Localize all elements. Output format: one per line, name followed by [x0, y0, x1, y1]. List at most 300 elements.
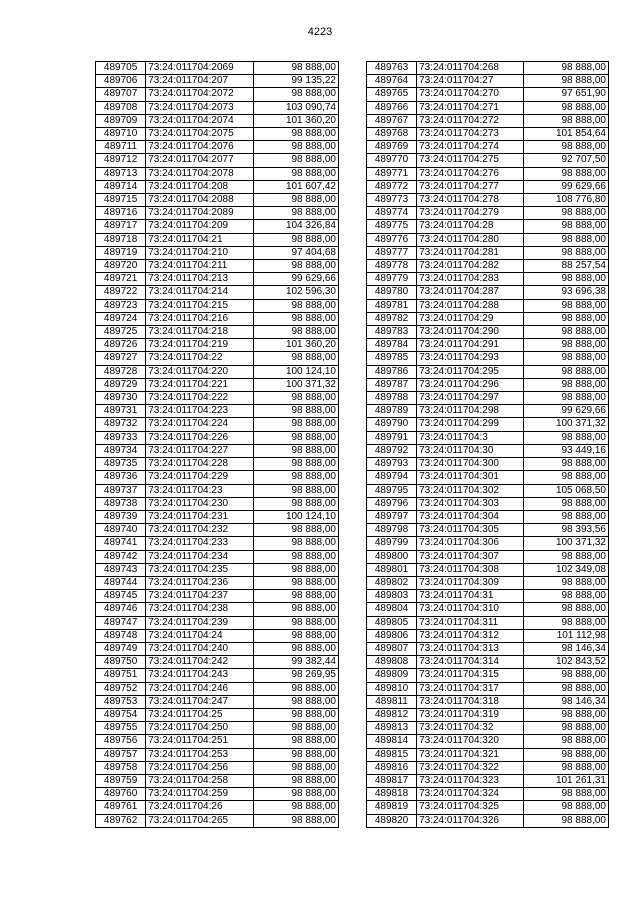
row-number-cell: 489727: [96, 352, 146, 365]
cadastral-number-cell: 73:24:011704:234: [146, 550, 254, 563]
value-cell: 99 135,22: [254, 75, 339, 88]
table-row: [96, 220, 339, 233]
row-number-cell: 489720: [96, 260, 146, 273]
value-cell: 98 888,00: [254, 735, 339, 748]
value-cell: 98 888,00: [254, 642, 339, 655]
table-row: [367, 576, 609, 589]
table-row: [367, 180, 609, 193]
table-row: [96, 194, 339, 207]
value-cell: 98 888,00: [254, 722, 339, 735]
table-row: [367, 260, 609, 273]
cadastral-number-cell: 73:24:011704:223: [146, 405, 254, 418]
table-row: [367, 167, 609, 180]
value-cell: 98 146,34: [524, 695, 609, 708]
value-cell: 108 776,80: [524, 194, 609, 207]
value-cell: 98 888,00: [254, 537, 339, 550]
row-number-cell: 489777: [367, 246, 417, 259]
row-number-cell: 489718: [96, 233, 146, 246]
row-number-cell: 489752: [96, 682, 146, 695]
table-row: [367, 497, 609, 510]
table-row: [96, 603, 339, 616]
cadastral-number-cell: 73:24:011704:318: [417, 695, 524, 708]
cadastral-number-cell: 73:24:011704:3: [417, 431, 524, 444]
table-row: [367, 273, 609, 286]
row-number-cell: 489749: [96, 642, 146, 655]
table-row: [96, 814, 339, 827]
row-number-cell: 489705: [96, 62, 146, 75]
table-row: [96, 326, 339, 339]
table-row: [367, 286, 609, 299]
value-cell: 98 888,00: [254, 471, 339, 484]
row-number-cell: 489709: [96, 114, 146, 127]
table-row: [96, 352, 339, 365]
table-row: [367, 537, 609, 550]
row-number-cell: 489745: [96, 590, 146, 603]
cadastral-number-cell: 73:24:011704:312: [417, 629, 524, 642]
row-number-cell: 489790: [367, 418, 417, 431]
value-cell: 98 888,00: [254, 682, 339, 695]
table-row: [96, 141, 339, 154]
value-cell: 98 888,00: [254, 141, 339, 154]
cadastral-number-cell: 73:24:011704:243: [146, 669, 254, 682]
row-number-cell: 489771: [367, 167, 417, 180]
cadastral-number-cell: 73:24:011704:30: [417, 444, 524, 457]
table-row: [96, 62, 339, 75]
value-cell: 98 888,00: [254, 524, 339, 537]
cadastral-number-cell: 73:24:011704:237: [146, 590, 254, 603]
value-cell: 97 404,68: [254, 246, 339, 259]
cadastral-number-cell: 73:24:011704:2089: [146, 207, 254, 220]
row-number-cell: 489732: [96, 418, 146, 431]
row-number-cell: 489721: [96, 273, 146, 286]
row-number-cell: 489760: [96, 788, 146, 801]
value-cell: 98 888,00: [524, 814, 609, 827]
table-row: [367, 194, 609, 207]
value-cell: 98 888,00: [524, 220, 609, 233]
table-row: [367, 312, 609, 325]
value-cell: 98 888,00: [524, 75, 609, 88]
table-body: [96, 62, 339, 828]
row-number-cell: 489779: [367, 273, 417, 286]
cadastral-number-cell: 73:24:011704:2076: [146, 141, 254, 154]
value-cell: 98 888,00: [524, 748, 609, 761]
cadastral-number-cell: 73:24:011704:306: [417, 537, 524, 550]
row-number-cell: 489778: [367, 260, 417, 273]
row-number-cell: 489776: [367, 233, 417, 246]
table-row: [367, 603, 609, 616]
row-number-cell: 489793: [367, 458, 417, 471]
cadastral-number-cell: 73:24:011704:273: [417, 128, 524, 141]
table-row: [96, 550, 339, 563]
table-row: [367, 405, 609, 418]
table-row: [96, 682, 339, 695]
table-row: [96, 312, 339, 325]
table-row: [367, 563, 609, 576]
value-cell: 98 888,00: [254, 444, 339, 457]
value-cell: 98 888,00: [524, 365, 609, 378]
cadastral-number-cell: 73:24:011704:229: [146, 471, 254, 484]
row-number-cell: 489795: [367, 484, 417, 497]
table-row: [96, 761, 339, 774]
cadastral-number-cell: 73:24:011704:27: [417, 75, 524, 88]
cadastral-number-cell: 73:24:011704:326: [417, 814, 524, 827]
value-cell: 101 607,42: [254, 180, 339, 193]
value-cell: 98 888,00: [524, 669, 609, 682]
row-number-cell: 489820: [367, 814, 417, 827]
table-row: [96, 128, 339, 141]
value-cell: 98 888,00: [524, 458, 609, 471]
value-cell: 98 888,00: [524, 167, 609, 180]
value-cell: 98 888,00: [524, 101, 609, 114]
row-number-cell: 489792: [367, 444, 417, 457]
table-row: [367, 233, 609, 246]
value-cell: 98 888,00: [254, 405, 339, 418]
row-number-cell: 489806: [367, 629, 417, 642]
value-cell: 98 888,00: [524, 233, 609, 246]
cadastral-number-cell: 73:24:011704:279: [417, 207, 524, 220]
table-row: [96, 299, 339, 312]
cadastral-number-cell: 73:24:011704:287: [417, 286, 524, 299]
value-cell: 98 888,00: [254, 128, 339, 141]
row-number-cell: 489805: [367, 616, 417, 629]
value-cell: 98 888,00: [524, 431, 609, 444]
cadastral-number-cell: 73:24:011704:31: [417, 590, 524, 603]
cadastral-number-cell: 73:24:011704:251: [146, 735, 254, 748]
row-number-cell: 489758: [96, 761, 146, 774]
cadastral-number-cell: 73:24:011704:2069: [146, 62, 254, 75]
row-number-cell: 489769: [367, 141, 417, 154]
value-cell: 98 888,00: [524, 590, 609, 603]
cadastral-number-cell: 73:24:011704:303: [417, 497, 524, 510]
row-number-cell: 489784: [367, 339, 417, 352]
table-row: [96, 471, 339, 484]
table-row: [367, 748, 609, 761]
table-row: [96, 273, 339, 286]
row-number-cell: 489813: [367, 722, 417, 735]
value-cell: 98 888,00: [524, 788, 609, 801]
value-cell: 98 888,00: [254, 708, 339, 721]
table-row: [96, 365, 339, 378]
value-cell: 98 888,00: [254, 550, 339, 563]
value-cell: 98 393,56: [524, 524, 609, 537]
row-number-cell: 489729: [96, 378, 146, 391]
cadastral-number-cell: 73:24:011704:2072: [146, 88, 254, 101]
table-row: [367, 207, 609, 220]
table-row: [96, 656, 339, 669]
value-cell: 101 112,98: [524, 629, 609, 642]
row-number-cell: 489819: [367, 801, 417, 814]
table-row: [367, 735, 609, 748]
table-row: [96, 444, 339, 457]
table-row: [96, 590, 339, 603]
row-number-cell: 489724: [96, 312, 146, 325]
value-cell: 98 269,95: [254, 669, 339, 682]
value-cell: 99 629,66: [524, 180, 609, 193]
row-number-cell: 489763: [367, 62, 417, 75]
table-row: [367, 128, 609, 141]
table-row: [367, 510, 609, 523]
value-cell: 98 888,00: [524, 722, 609, 735]
value-cell: 98 888,00: [524, 352, 609, 365]
row-number-cell: 489719: [96, 246, 146, 259]
table-row: [367, 88, 609, 101]
cadastral-number-cell: 73:24:011704:314: [417, 656, 524, 669]
cadastral-number-cell: 73:24:011704:268: [417, 62, 524, 75]
row-number-cell: 489797: [367, 510, 417, 523]
row-number-cell: 489798: [367, 524, 417, 537]
cadastral-number-cell: 73:24:011704:219: [146, 339, 254, 352]
table-row: [367, 616, 609, 629]
value-cell: 98 888,00: [254, 458, 339, 471]
table-row: [367, 339, 609, 352]
cadastral-number-cell: 73:24:011704:325: [417, 801, 524, 814]
value-cell: 93 696,38: [524, 286, 609, 299]
value-cell: 98 888,00: [524, 141, 609, 154]
cadastral-number-cell: 73:24:011704:230: [146, 497, 254, 510]
cadastral-number-cell: 73:24:011704:265: [146, 814, 254, 827]
cadastral-number-cell: 73:24:011704:209: [146, 220, 254, 233]
table-row: [367, 550, 609, 563]
cadastral-number-cell: 73:24:011704:282: [417, 260, 524, 273]
cadastral-number-cell: 73:24:011704:207: [146, 75, 254, 88]
cadastral-number-cell: 73:24:011704:272: [417, 114, 524, 127]
row-number-cell: 489772: [367, 180, 417, 193]
value-cell: 98 888,00: [254, 233, 339, 246]
table-row: [96, 180, 339, 193]
row-number-cell: 489711: [96, 141, 146, 154]
table-row: [367, 471, 609, 484]
table-row: [96, 801, 339, 814]
value-cell: 98 888,00: [524, 299, 609, 312]
cadastral-number-cell: 73:24:011704:258: [146, 774, 254, 787]
cadastral-number-cell: 73:24:011704:21: [146, 233, 254, 246]
value-cell: 98 888,00: [254, 788, 339, 801]
table-row: [96, 537, 339, 550]
row-number-cell: 489741: [96, 537, 146, 550]
cadastral-number-cell: 73:24:011704:22: [146, 352, 254, 365]
value-cell: 97 651,90: [524, 88, 609, 101]
value-cell: 98 888,00: [524, 735, 609, 748]
table-row: [96, 339, 339, 352]
value-cell: 98 888,00: [524, 682, 609, 695]
cadastral-number-cell: 73:24:011704:224: [146, 418, 254, 431]
table-row: [367, 431, 609, 444]
value-cell: 102 843,52: [524, 656, 609, 669]
value-cell: 101 360,20: [254, 114, 339, 127]
row-number-cell: 489764: [367, 75, 417, 88]
table-row: [96, 431, 339, 444]
row-number-cell: 489807: [367, 642, 417, 655]
value-cell: 98 888,00: [254, 312, 339, 325]
value-cell: 99 382,44: [254, 656, 339, 669]
row-number-cell: 489815: [367, 748, 417, 761]
value-cell: 98 888,00: [524, 312, 609, 325]
table-row: [367, 722, 609, 735]
value-cell: 98 888,00: [254, 603, 339, 616]
row-number-cell: 489751: [96, 669, 146, 682]
register-table-right: [366, 61, 609, 828]
cadastral-number-cell: 73:24:011704:246: [146, 682, 254, 695]
page-number: 4223: [307, 26, 333, 38]
table-row: [367, 154, 609, 167]
cadastral-number-cell: 73:24:011704:239: [146, 616, 254, 629]
row-number-cell: 489774: [367, 207, 417, 220]
cadastral-number-cell: 73:24:011704:300: [417, 458, 524, 471]
value-cell: 98 888,00: [524, 510, 609, 523]
table-row: [96, 484, 339, 497]
table-row: [96, 669, 339, 682]
table-row: [96, 510, 339, 523]
cadastral-number-cell: 73:24:011704:305: [417, 524, 524, 537]
row-number-cell: 489717: [96, 220, 146, 233]
row-number-cell: 489728: [96, 365, 146, 378]
table-row: [367, 458, 609, 471]
value-cell: 98 888,00: [524, 114, 609, 127]
table-row: [96, 260, 339, 273]
table-row: [96, 642, 339, 655]
row-number-cell: 489787: [367, 378, 417, 391]
cadastral-number-cell: 73:24:011704:310: [417, 603, 524, 616]
value-cell: 101 854,64: [524, 128, 609, 141]
cadastral-number-cell: 73:24:011704:299: [417, 418, 524, 431]
table-row: [367, 220, 609, 233]
row-number-cell: 489812: [367, 708, 417, 721]
table-row: [367, 141, 609, 154]
row-number-cell: 489716: [96, 207, 146, 220]
value-cell: 98 888,00: [254, 761, 339, 774]
value-cell: 98 888,00: [254, 695, 339, 708]
cadastral-number-cell: 73:24:011704:25: [146, 708, 254, 721]
cadastral-number-cell: 73:24:011704:250: [146, 722, 254, 735]
row-number-cell: 489737: [96, 484, 146, 497]
cadastral-number-cell: 73:24:011704:253: [146, 748, 254, 761]
cadastral-number-cell: 73:24:011704:321: [417, 748, 524, 761]
cadastral-number-cell: 73:24:011704:247: [146, 695, 254, 708]
cadastral-number-cell: 73:24:011704:275: [417, 154, 524, 167]
value-cell: 98 888,00: [254, 62, 339, 75]
table-row: [96, 708, 339, 721]
cadastral-number-cell: 73:24:011704:302: [417, 484, 524, 497]
row-number-cell: 489744: [96, 576, 146, 589]
cadastral-number-cell: 73:24:011704:296: [417, 378, 524, 391]
cadastral-number-cell: 73:24:011704:320: [417, 735, 524, 748]
value-cell: 98 888,00: [254, 748, 339, 761]
row-number-cell: 489796: [367, 497, 417, 510]
row-number-cell: 489810: [367, 682, 417, 695]
table-row: [96, 378, 339, 391]
cadastral-number-cell: 73:24:011704:215: [146, 299, 254, 312]
table-row: [96, 101, 339, 114]
cadastral-number-cell: 73:24:011704:208: [146, 180, 254, 193]
row-number-cell: 489791: [367, 431, 417, 444]
cadastral-number-cell: 73:24:011704:309: [417, 576, 524, 589]
cadastral-number-cell: 73:24:011704:283: [417, 273, 524, 286]
value-cell: 101 360,20: [254, 339, 339, 352]
row-number-cell: 489808: [367, 656, 417, 669]
value-cell: 98 888,00: [254, 576, 339, 589]
value-cell: 93 449,16: [524, 444, 609, 457]
value-cell: 99 629,66: [524, 405, 609, 418]
value-cell: 98 888,00: [254, 194, 339, 207]
value-cell: 98 888,00: [254, 299, 339, 312]
cadastral-number-cell: 73:24:011704:301: [417, 471, 524, 484]
table-row: [367, 114, 609, 127]
row-number-cell: 489818: [367, 788, 417, 801]
cadastral-number-cell: 73:24:011704:319: [417, 708, 524, 721]
table-row: [96, 167, 339, 180]
row-number-cell: 489712: [96, 154, 146, 167]
cadastral-number-cell: 73:24:011704:235: [146, 563, 254, 576]
table-row: [96, 576, 339, 589]
cadastral-number-cell: 73:24:011704:307: [417, 550, 524, 563]
table-row: [96, 207, 339, 220]
cadastral-number-cell: 73:24:011704:29: [417, 312, 524, 325]
table-row: [367, 62, 609, 75]
row-number-cell: 489765: [367, 88, 417, 101]
value-cell: 92 707,50: [524, 154, 609, 167]
value-cell: 100 371,32: [254, 378, 339, 391]
row-number-cell: 489789: [367, 405, 417, 418]
cadastral-number-cell: 73:24:011704:323: [417, 774, 524, 787]
value-cell: 98 888,00: [524, 616, 609, 629]
cadastral-number-cell: 73:24:011704:233: [146, 537, 254, 550]
table-row: [367, 814, 609, 827]
table-row: [367, 378, 609, 391]
table-row: [367, 101, 609, 114]
cadastral-number-cell: 73:24:011704:317: [417, 682, 524, 695]
cadastral-number-cell: 73:24:011704:240: [146, 642, 254, 655]
row-number-cell: 489814: [367, 735, 417, 748]
cadastral-number-cell: 73:24:011704:315: [417, 669, 524, 682]
cadastral-number-cell: 73:24:011704:2074: [146, 114, 254, 127]
value-cell: 98 888,00: [524, 378, 609, 391]
value-cell: 98 888,00: [524, 392, 609, 405]
row-number-cell: 489757: [96, 748, 146, 761]
value-cell: 104 326,84: [254, 220, 339, 233]
cadastral-number-cell: 73:24:011704:308: [417, 563, 524, 576]
value-cell: 98 888,00: [524, 708, 609, 721]
table-row: [96, 629, 339, 642]
cadastral-number-cell: 73:24:011704:324: [417, 788, 524, 801]
table-row: [367, 444, 609, 457]
cadastral-number-cell: 73:24:011704:23: [146, 484, 254, 497]
row-number-cell: 489809: [367, 669, 417, 682]
table-row: [367, 629, 609, 642]
row-number-cell: 489725: [96, 326, 146, 339]
cadastral-number-cell: 73:24:011704:214: [146, 286, 254, 299]
table-row: [96, 154, 339, 167]
value-cell: 98 888,00: [254, 154, 339, 167]
cadastral-number-cell: 73:24:011704:322: [417, 761, 524, 774]
cadastral-number-cell: 73:24:011704:313: [417, 642, 524, 655]
value-cell: 98 888,00: [254, 352, 339, 365]
row-number-cell: 489783: [367, 326, 417, 339]
value-cell: 98 888,00: [254, 207, 339, 220]
cadastral-number-cell: 73:24:011704:2073: [146, 101, 254, 114]
value-cell: 98 888,00: [254, 629, 339, 642]
table-row: [96, 524, 339, 537]
value-cell: 98 888,00: [254, 497, 339, 510]
value-cell: 98 146,34: [524, 642, 609, 655]
cadastral-number-cell: 73:24:011704:281: [417, 246, 524, 259]
table-row: [96, 722, 339, 735]
cadastral-number-cell: 73:24:011704:291: [417, 339, 524, 352]
value-cell: 103 090,74: [254, 101, 339, 114]
cadastral-number-cell: 73:24:011704:295: [417, 365, 524, 378]
cadastral-number-cell: 73:24:011704:211: [146, 260, 254, 273]
row-number-cell: 489746: [96, 603, 146, 616]
value-cell: 102 349,08: [524, 563, 609, 576]
